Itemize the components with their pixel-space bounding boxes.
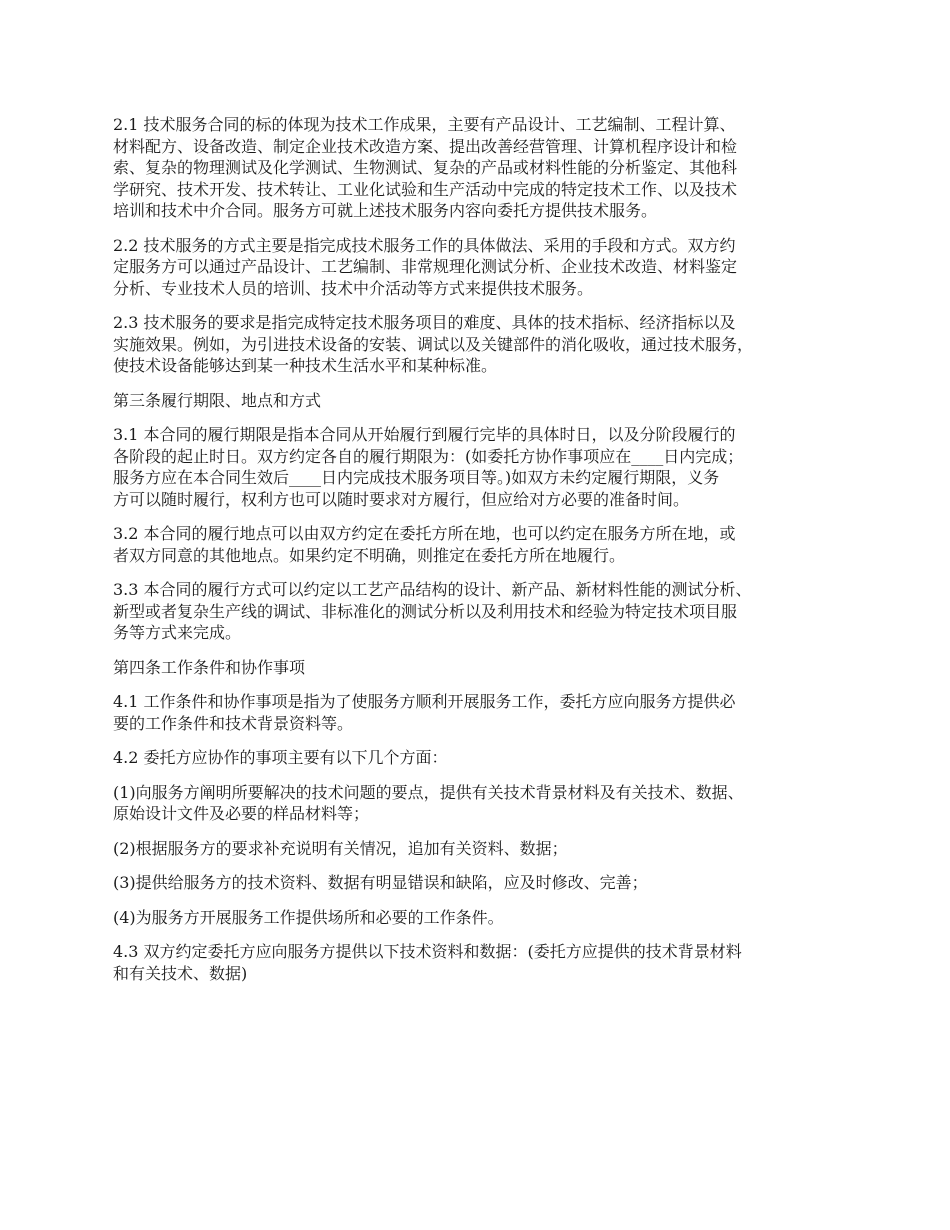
- paragraph-3-3: 3.3 本合同的履行方式可以约定以工艺产品结构的设计、新产品、新材料性能的测试分析、 新型或者复杂生产线的调试、非标准化的测试分析以及利用技术和经验为特定技术项目服 务等方式来完成。: [113, 580, 752, 642]
- list-item-1: (1)向服务方阐明所要解决的技术问题的要点，提供有关技术背景材料及有关技术、数据、 原始设计文件及必要的样品材料等；: [113, 782, 744, 823]
- paragraph-4-1: 4.1 工作条件和协作事项是指为了使服务方顺利开展服务工作，委托方应向服务方提供必 要的工作条件和技术背景资料等。: [113, 692, 736, 733]
- paragraph-2-1: 2.1 技术服务合同的标的体现为技术工作成果，主要有产品设计、工艺编制、工程计算、 材料配方、设备改造、制定企业技术改造方案、提出改善经营管理、计算机程序设计和检 索、复杂的物理测试及化学测试、生物测试、复杂的产品或材料性能的分析鉴定、其他科 学研究、技术开发、技术转让、工业化试验和生产活动中完成的特定技术工作、以及技术 培训和技术中介合同。服务方可就上述技术服务内容向委托方提供技术服务。: [113, 115, 738, 220]
- list-item-2: (2)根据服务方的要求补充说明有关情况，追加有关资料、数据；: [113, 838, 568, 858]
- list-item-4: (4)为服务方开展服务工作提供场所和必要的工作条件。: [113, 907, 504, 927]
- section-heading-article-4: 第四条工作条件和协作事项: [113, 657, 306, 677]
- section-heading-article-3: 第三条履行期限、地点和方式: [113, 390, 322, 410]
- paragraph-3-1: 3.1 本合同的履行期限是指本合同从开始履行到履行完毕的具体时日，以及分阶段履行的 各阶段的起止时日。双方约定各自的履行期限为：(如委托方协作事项应在____日内完成； 服务方应在本合同生效后____日内完成技术服务项目等。)如双方未约定履行期限，义务 方可以随时履行，权利方也可以随时要求对方履行，但应给对方必要的准备时间。: [113, 425, 744, 509]
- paragraph-2-3: 2.3 技术服务的要求是指完成特定技术服务项目的难度、具体的技术指标、经济指标以及 实施效果。例如，为引进技术设备的安装、调试以及关键部件的消化吸收，通过技术服务， 使技术设备能够达到某一种技术生活水平和某种标准。: [113, 313, 754, 375]
- paragraph-2-2: 2.2 技术服务的方式主要是指完成技术服务工作的具体做法、采用的手段和方式。双方约 定服务方可以通过产品设计、工艺编制、非常规理化测试分析、企业技术改造、材料鉴定 分析、专业技术人员的培训、技术中介活动等方式来提供技术服务。: [113, 235, 738, 298]
- paragraph-3-2: 3.2 本合同的履行地点可以由双方约定在委托方所在地，也可以约定在服务方所在地，或 者双方同意的其他地点。如果约定不明确，则推定在委托方所在地履行。: [113, 524, 736, 565]
- paragraph-4-3: 4.3 双方约定委托方应向服务方提供以下技术资料和数据：(委托方应提供的技术背景材料 和有关技术、数据): [113, 942, 742, 983]
- paragraph-4-2: 4.2 委托方应协作的事项主要有以下几个方面：: [113, 748, 448, 767]
- document-body: [113, 114, 843, 997]
- list-item-3: (3)提供给服务方的技术资料、数据有明显错误和缺陷，应及时修改、完善；: [113, 873, 648, 892]
